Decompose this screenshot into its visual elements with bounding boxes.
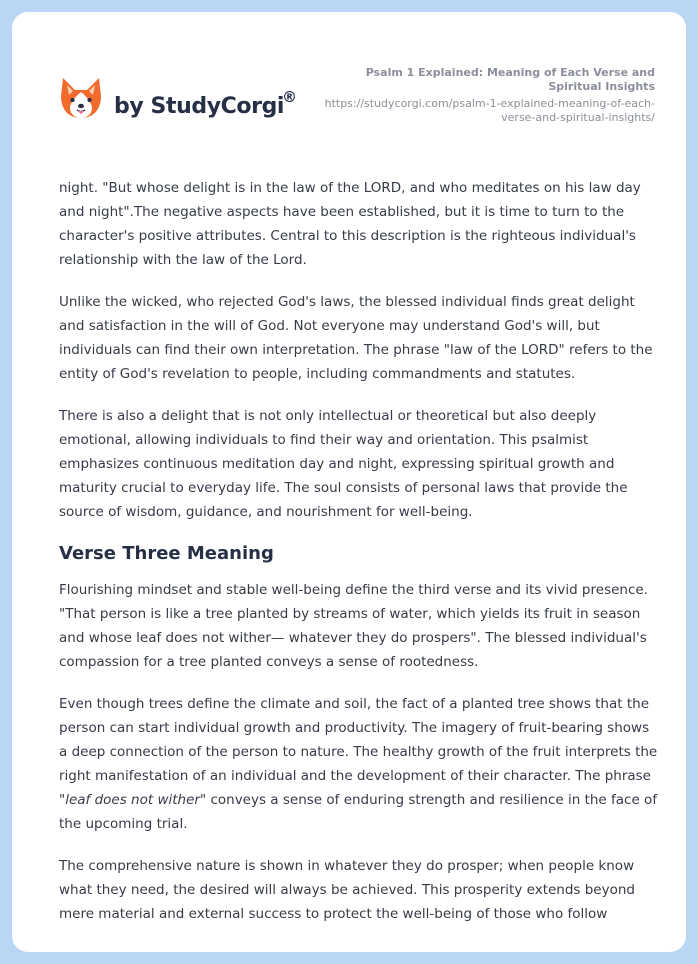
paragraph: night. "But whose delight is in the law of the LORD, and who meditates on his law day and night".The negative aspects have been established, but it is time to turn to the character's positive attributes. Central to this description is the righteous individual's relationship with the law of the Lord.	[59, 180, 641, 268]
section-heading: Verse Three Meaning	[59, 543, 274, 564]
italic-quote: leaf does not wither	[65, 792, 200, 808]
page-header	[12, 12, 686, 162]
document-meta	[315, 66, 655, 125]
paragraph: Unlike the wicked, who rejected God's laws, the blessed individual finds great delight and satisfaction in the will of God. Not everyone may understand God's will, but individuals can find their own interpretation. The phrase "law of the LORD" refers to the entity of God's revelation to people, including commandments and statutes.	[59, 294, 653, 382]
document-page	[12, 12, 686, 952]
corgi-icon	[60, 76, 102, 122]
article-body	[59, 176, 659, 944]
paragraph: Flourishing mindset and stable well-being define the third verse and its vivid presence. "That person is like a tree planted by streams of water, which yields its fruit in season and whose leaf does not wither— whatever they do prospers". The blessed individual's compassion for a tree planted conveys a sense of rootedness.	[59, 582, 648, 670]
document-url[interactable]: https://studycorgi.com/psalm-1-explained-meaning-of-each-verse-and-spiritual-insights/	[324, 97, 655, 124]
paragraph	[59, 692, 659, 836]
paragraph-text: " conveys a sense of enduring strength and resilience in the face of the upcoming trial.	[59, 792, 658, 832]
paragraph-text: Even though trees define the climate and soil, the fact of a planted tree shows that the person can start individual growth and productivity. The imagery of fruit-bearing shows a deep connection of the person to nature. The healthy growth of the fruit interprets the right manifestation of an individual and the development of their character. The phrase "	[59, 696, 658, 808]
paragraph: There is also a delight that is not only intellectual or theoretical but also deeply emotional, allowing individuals to find their way and orientation. This psalmist emphasizes continuous meditation day and night, expressing spiritual growth and maturity crucial to everyday life. The soul consists of personal laws that provide the source of wisdom, guidance, and nourishment for well-being.	[59, 408, 628, 520]
registered-mark: ®	[282, 88, 297, 106]
document-title: Psalm 1 Explained: Meaning of Each Verse and Spiritual Insights	[365, 66, 655, 93]
studycorgi-logo[interactable]	[60, 76, 310, 136]
brand-name: by StudyCorgi	[114, 94, 285, 119]
paragraph: The comprehensive nature is shown in whatever they do prosper; when people know what they need, the desired will always be achieved. This prosperity extends beyond mere material and external success to protect the well-being of those who follow	[59, 858, 635, 922]
